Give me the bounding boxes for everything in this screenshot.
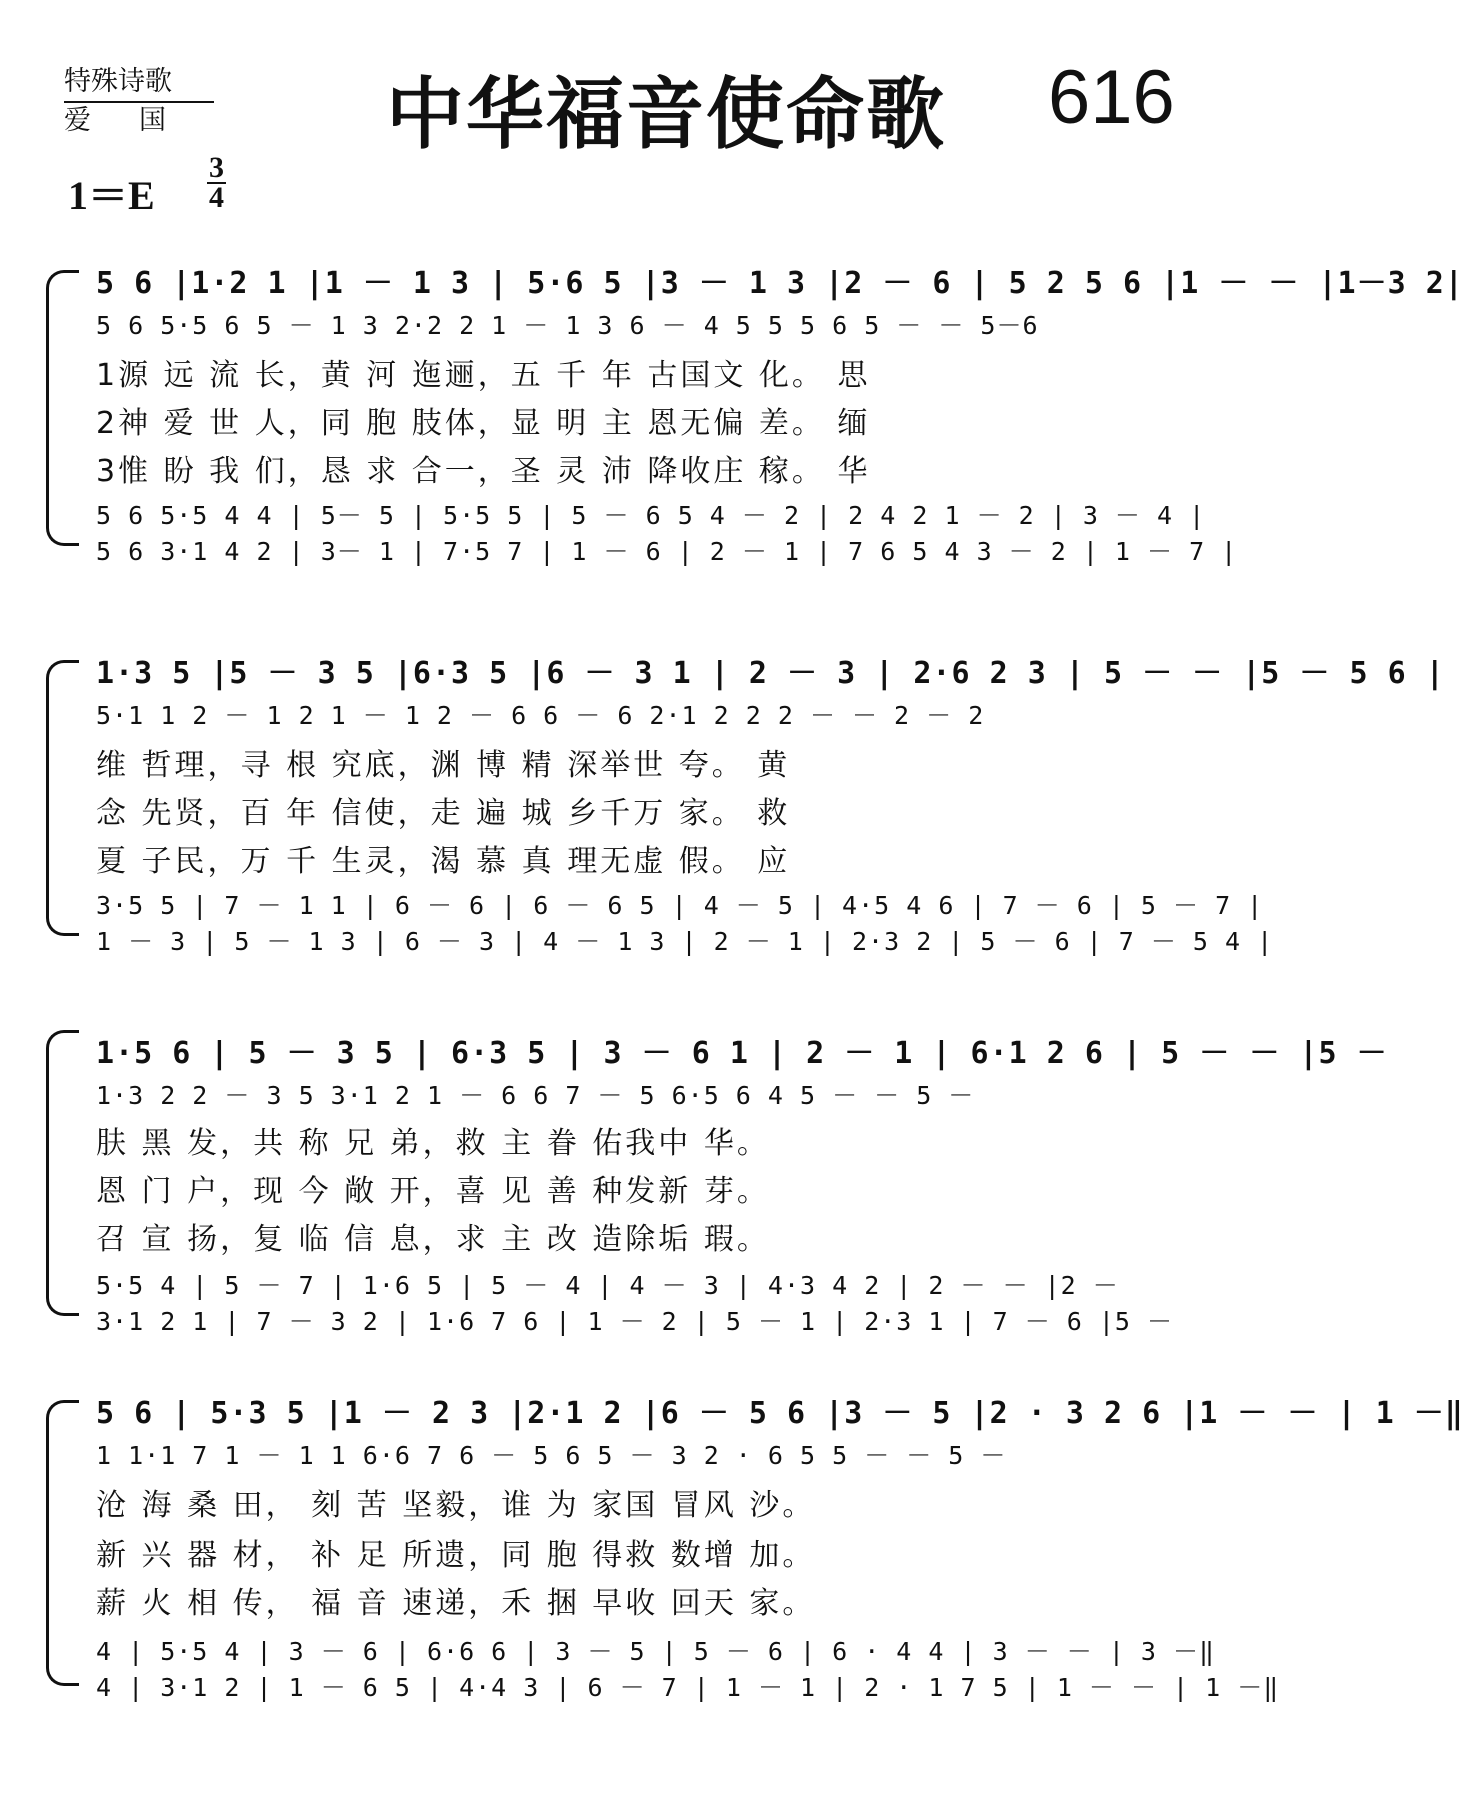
page-title: 中华福音使命歌 <box>386 69 947 160</box>
bass-line: 3·1 2 1 | 7 － 3 2 | 1·6 7 6 | 1 － 2 | 5 － 1 | 2·3 1 | 7 － 6 |5 － <box>96 1307 1174 1336</box>
score-system-4 <box>40 1370 1464 1710</box>
verse-1-lyrics: 1源 远 流 长，黄 河 迤逦，五 千 年 古国文 化。 思 <box>96 358 871 393</box>
alto-line: 5 6 5·5 6 5 － 1 3 2·2 2 1 － 1 3 6 － 4 5 5 5 6 5 － － 5－6 <box>96 311 1039 340</box>
key-signature: 1＝E <box>68 173 155 218</box>
verse-1-lyrics: 维 哲理，寻 根 究底，渊 博 精 深举世 夸。 黄 <box>96 748 791 783</box>
verse-2-lyrics: 新 兴 器 材， 补 足 所遗，同 胞 得救 数增 加。 <box>96 1538 816 1573</box>
verse-2-lyrics: 恩 门 户，现 今 敞 开，喜 见 善 种发新 芽。 <box>96 1174 770 1209</box>
verse-1-lyrics: 肤 黑 发，共 称 兄 弟，救 主 眷 佑我中 华。 <box>96 1126 770 1161</box>
alto-line: 5·1 1 2 － 1 2 1 － 1 2 － 6 6 － 6 2·1 2 2 2 － － 2 － 2 <box>96 701 985 730</box>
score-system-3 <box>40 1010 1388 1340</box>
system-bracket <box>46 270 79 546</box>
time-signature <box>207 151 226 214</box>
system-bracket <box>46 1030 79 1316</box>
time-signature-top: 3 <box>209 151 224 184</box>
bass-line: 1 － 3 | 5 － 1 3 | 6 － 3 | 4 － 1 3 | 2 － 1 | 2·3 2 | 5 － 6 | 7 － 5 4 | <box>96 927 1274 956</box>
verse-1-lyrics: 沧 海 桑 田， 刻 苦 坚毅，谁 为 家国 冒风 沙。 <box>96 1488 816 1523</box>
tenor-line: 3·5 5 | 7 － 1 1 | 6 － 6 | 6 － 6 5 | 4 － 5 | 4·5 4 6 | 7 － 6 | 5 － 7 | <box>96 891 1264 920</box>
category-line-2: 爱国 <box>64 105 214 136</box>
score-system-2 <box>40 630 1445 960</box>
verse-2-lyrics: 2神 爱 世 人，同 胞 肢体，显 明 主 恩无偏 差。 缅 <box>96 406 871 441</box>
verse-3-lyrics: 3惟 盼 我 们，恳 求 合一，圣 灵 沛 降收庄 稼。 华 <box>96 454 871 489</box>
hymn-number: 616 <box>1048 55 1175 140</box>
melody-line: 1·3 5 |5 － 3 5 |6·3 5 |6 － 3 1 | 2 － 3 | 2·6 2 3 | 5 － － |5 － 5 6 | <box>96 656 1445 691</box>
verse-3-lyrics: 召 宣 扬，复 临 信 息，求 主 改 造除垢 瑕。 <box>96 1222 770 1257</box>
bass-line: 5 6 3·1 4 2 | 3－ 1 | 7·5 7 | 1 － 6 | 2 － 1 | 7 6 5 4 3 － 2 | 1 － 7 | <box>96 537 1238 566</box>
system-bracket <box>46 660 79 936</box>
tenor-line: 5 6 5·5 4 4 | 5－ 5 | 5·5 5 | 5 － 6 5 4 － 2 | 2 4 2 1 － 2 | 3 － 4 | <box>96 501 1206 530</box>
bass-line: 4 | 3·1 2 | 1 － 6 5 | 4·4 3 | 6 － 7 | 1 － 1 | 2 · 1 7 5 | 1 － － | 1 －‖ <box>96 1673 1280 1702</box>
melody-line: 5 6 | 5·3 5 |1 － 2 3 |2·1 2 |6 － 5 6 |3 － 5 |2 · 3 2 6 |1 － － | 1 －‖ <box>96 1396 1464 1431</box>
verse-2-lyrics: 念 先贤，百 年 信使，走 遍 城 乡千万 家。 救 <box>96 796 791 831</box>
verse-3-lyrics: 夏 子民，万 千 生灵，渴 慕 真 理无虚 假。 应 <box>96 844 791 879</box>
time-signature-bottom: 4 <box>209 181 224 214</box>
category-label <box>64 64 214 139</box>
verse-3-lyrics: 薪 火 相 传， 福 音 速递，禾 捆 早收 回天 家。 <box>96 1586 816 1621</box>
alto-line: 1·3 2 2 － 3 5 3·1 2 1 － 6 6 7 － 5 6·5 6 4 5 － － 5 － <box>96 1081 975 1110</box>
alto-line: 1 1·1 7 1 － 1 1 6·6 7 6 － 5 6 5 － 3 2 · 6 5 5 － － 5 － <box>96 1441 1007 1470</box>
melody-line: 5 6 |1·2 1 |1 － 1 3 | 5·6 5 |3 － 1 3 |2 － 6 | 5 2 5 6 |1 － － |1－3 2| <box>96 266 1464 301</box>
category-line-1: 特殊诗歌 <box>64 64 214 103</box>
score-system-1 <box>40 240 1464 570</box>
tenor-line: 4 | 5·5 4 | 3 － 6 | 6·6 6 | 3 － 5 | 5 － 6 | 6 · 4 4 | 3 － － | 3 －‖ <box>96 1637 1216 1666</box>
melody-line: 1·5 6 | 5 － 3 5 | 6·3 5 | 3 － 6 1 | 2 － 1 | 6·1 2 6 | 5 － － |5 － <box>96 1036 1388 1071</box>
system-bracket <box>46 1400 79 1686</box>
tenor-line: 5·5 4 | 5 － 7 | 1·6 5 | 5 － 4 | 4 － 3 | 4·3 4 2 | 2 － － |2 － <box>96 1271 1119 1300</box>
